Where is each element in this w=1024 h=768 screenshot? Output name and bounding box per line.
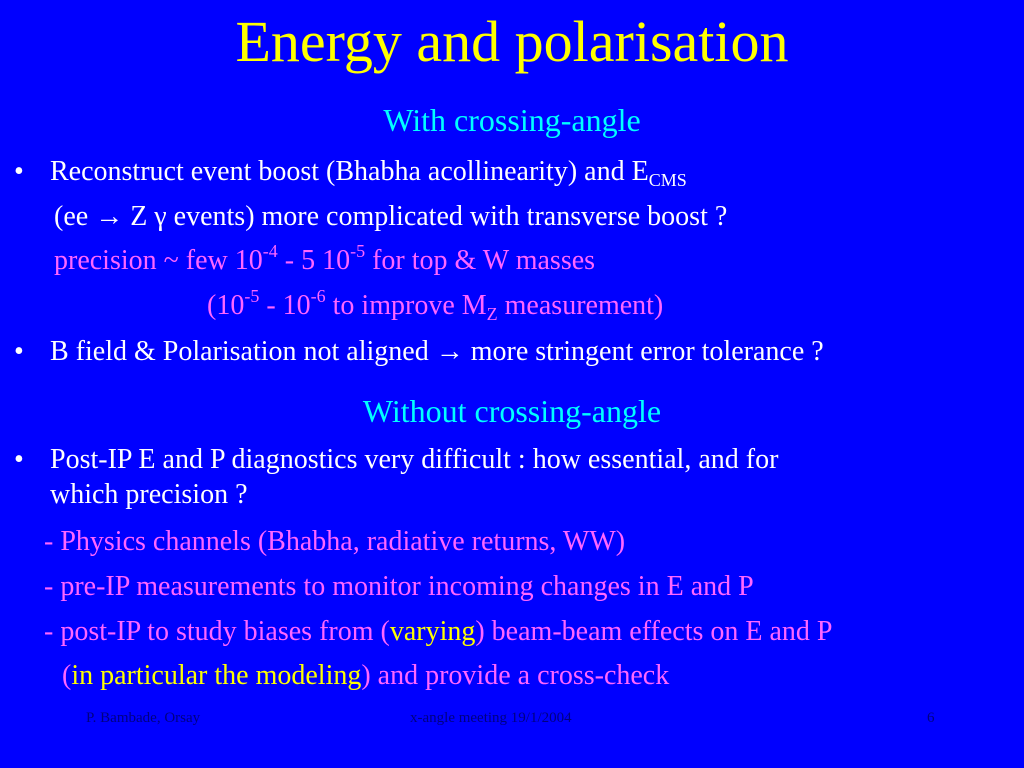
- bullet-post-ip-diagnostics-line1: Post-IP E and P diagnostics very difficult : how essential, and for: [50, 444, 779, 475]
- highlight-modeling: in particular the modeling: [71, 660, 362, 691]
- text-fragment: Z: [123, 201, 155, 232]
- line-ee-z-gamma: [54, 200, 727, 234]
- bullet-post-ip-diagnostics-line2: which precision ?: [50, 479, 248, 510]
- text-fragment: precision ~ few 10: [54, 245, 263, 276]
- text-fragment: (: [62, 660, 72, 691]
- footer-meeting: x-angle meeting 19/1/2004: [410, 710, 572, 726]
- text-fragment: - post-IP to study biases from (: [44, 616, 390, 647]
- text-fragment: measurement): [497, 290, 664, 321]
- text-fragment: - 10: [259, 290, 311, 321]
- line-improve-mz: [207, 286, 664, 324]
- text-fragment: for top & W masses: [365, 245, 596, 276]
- subscript-z: Z: [486, 304, 498, 324]
- section-heading-without-crossing-angle: Without crossing-angle: [362, 393, 662, 429]
- dash-item-pre-ip: - pre-IP measurements to monitor incoming changes in E and P: [44, 571, 754, 602]
- superscript: -5: [350, 241, 366, 261]
- text-fragment: (10: [207, 290, 245, 321]
- footer-author: P. Bambade, Orsay: [86, 710, 201, 726]
- dash-item-post-ip: [44, 615, 832, 649]
- gamma-symbol: γ: [154, 201, 167, 232]
- line-precision-top-w: [54, 241, 596, 278]
- text-fragment: ) beam-beam effects on E and P: [475, 616, 833, 647]
- subscript-cms: CMS: [648, 170, 687, 190]
- dash-item-cross-check: [62, 659, 669, 693]
- bullet-b-field-polarisation: [50, 335, 824, 369]
- text-fragment: (ee: [54, 201, 96, 232]
- section-heading-with-crossing-angle: With crossing-angle: [383, 102, 641, 138]
- arrow-symbol: →: [95, 201, 124, 232]
- superscript: -6: [310, 286, 326, 306]
- text-fragment: events) more complicated with transverse boost ?: [166, 201, 728, 232]
- bullet-boost-reconstruction: [50, 155, 687, 189]
- slide-title: Energy and polarisation: [235, 9, 789, 74]
- text-fragment: to improve M: [325, 290, 487, 321]
- text-fragment: B field & Polarisation not aligned: [50, 336, 436, 367]
- superscript: -4: [262, 241, 278, 261]
- bullet-text: Reconstruct event boost (Bhabha acollinearity) and E: [50, 156, 649, 187]
- bullet-marker: •: [14, 156, 24, 187]
- bullet-marker: •: [14, 336, 24, 367]
- text-fragment: more stringent error tolerance ?: [463, 336, 824, 367]
- highlight-varying: varying: [389, 616, 476, 647]
- text-fragment: - 5 10: [277, 245, 351, 276]
- bullet-marker: •: [14, 444, 24, 475]
- superscript: -5: [244, 286, 260, 306]
- arrow-symbol: →: [435, 336, 464, 367]
- footer-page-number: 6: [927, 710, 935, 726]
- dash-item-physics-channels: - Physics channels (Bhabha, radiative returns, WW): [44, 526, 626, 557]
- text-fragment: ) and provide a cross-check: [361, 660, 670, 691]
